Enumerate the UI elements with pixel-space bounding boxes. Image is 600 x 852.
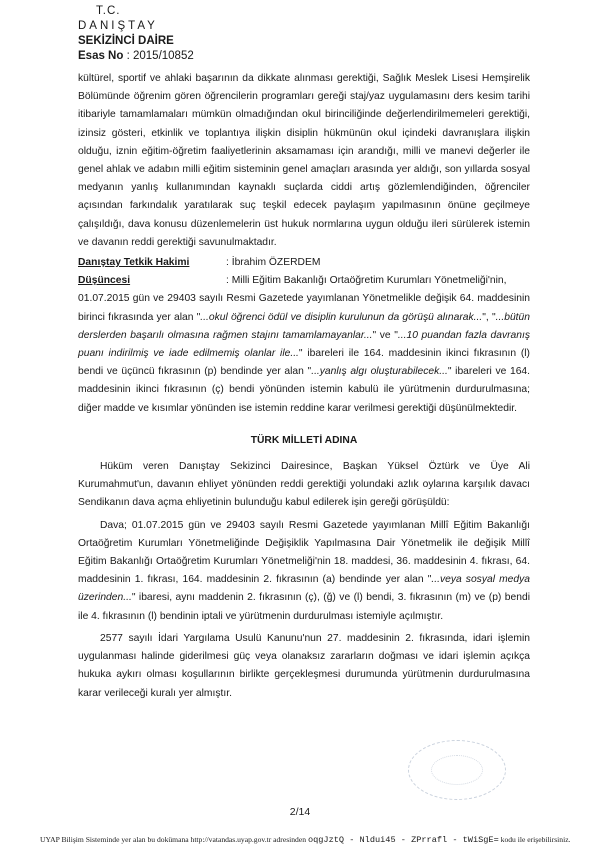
tetkik-hakimi-name: : İbrahim ÖZERDEM [226, 257, 321, 269]
dusunce-quote: ...okul öğrenci ödül ve disiplin kurulunun da görüşü alınarak... [200, 311, 483, 323]
tetkik-hakimi-label: Danıştay Tetkik Hakimi [78, 257, 190, 269]
dusunce-row [78, 272, 530, 290]
dusunce-segment: " ve " [372, 329, 398, 341]
defense-summary-paragraph: kültürel, sportif ve ahlaki başarının da dikkate alınması gerektiği, Sağlık Meslek Lisesi Hemşirelik Bölümünde öğrenim gören öğrencilerin programları gereği staj/yaz uygulamasını ders kesim tarihi itibariyle tamamlamaları mümkün olmadığından okul birinciliğinde değerlendirilmemeleri gerektiği, izinsiz gösteri, etkinlik ve toplantıya ilişkin disiplin hükmünün okul içindeki davranışlara ilişkin olduğu, iznin eğitim-öğretim faaliyetlerinin aksamaması için arandığı, milli ve manevi değerler ile genel ahlak ve adabın milli eğitim sisteminin genel amaçları arasında yer aldığı, son yıllarda sosyal medyanın yanlış kullanımından kaynaklı suçlarda ciddi artış gözlemlendiğinden, öğrenciler açısından farkındalık yaratılarak suç teşkil edecek paylaşım yapılmasının önüne geçilmeye çalışıldığı, dava konusu düzenlemelerin üst hukuk normlarına uygun olduğu ileri sürülerek istemin ve davanın reddi gerektiği savunulmaktadır. [78, 73, 530, 248]
header-chamber: SEKİZİNCİ DAİRE [78, 35, 174, 47]
dusunce-paragraph [78, 290, 530, 417]
dusunce-quote: ...10 puandan fazla davranış puanı indirilmiş ve iade edilmemiş olanlar ile... [78, 329, 530, 360]
header-court-name: DANIŞTAY [78, 20, 158, 32]
header-tc: T.C. [96, 5, 121, 17]
official-seal-stamp [408, 740, 506, 800]
case-number-value: : 2015/10852 [126, 50, 194, 62]
case-subject-paragraph [78, 517, 530, 626]
document-body [78, 70, 530, 703]
case-subject-segment: Dava; 01.07.2015 gün ve 29403 sayılı Resmi Gazetede yayımlanan Millî Eğitim Bakanlığı Ortaöğretim Kurumları Yönetmeliğinde Değişiklik Yapılmasına Dair Yönetmelik ile değişik Millî Eğitim Bakanlığı Ortaöğretim Kurumları Yönetmeliği'nin 18. maddesi, 36. maddesinin 4. fıkrası, 64. maddesinin 1. fıkrası, 164. maddesinin 2. fıkrasının (a) bendinde yer alan " [78, 519, 530, 586]
case-subject-segment: " ibaresi, aynı maddenin 2. fıkrasının (ç), (ğ) ve (l) bendi, 3. fıkrasının (m) ve (p) bendi ile 4. fıkrasının (l) bendinin iptali ve yürütmenin durdurulması istemiyle açılmıştır. [78, 592, 530, 622]
case-subject-quote: ...veya sosyal medya üzerinden... [78, 574, 530, 604]
page-number: 2/14 [289, 806, 311, 818]
case-number-label: Esas No [78, 50, 124, 62]
section-heading: TÜRK MİLLETİ ADINA [250, 434, 358, 446]
dusunce-segment: " ibareleri ile 164. maddesinin ikinci fıkrasının (l) bendi ve üçüncü fıkrasının (p) bendinde yer alan " [78, 348, 530, 378]
footer-text: UYAP Bilişim Sisteminde yer alan bu dokümana http://vatandas.uyap.gov.tr adresinden [40, 835, 307, 844]
dusunce-quote: ...bütün derslerden başarılı olmasına rağmen stajını tamamlamayanlar... [78, 311, 530, 341]
dusunce-first-line: : Milli Eğitim Bakanlığı Ortaöğretim Kurumları Yönetmeliği'nin, [226, 275, 507, 287]
footer-text-end: kodu ile erişebilirsiniz. [500, 835, 571, 844]
header-case-number [78, 49, 194, 64]
dusunce-segment: 01.07.2015 gün ve 29403 sayılı Resmi Gazetede yayımlanan Yönetmelikle değişik 64. maddesinin birinci fıkrasında yer alan " [78, 293, 530, 323]
judgment-intro-paragraph: Hüküm veren Danıştay Sekizinci Dairesince, Başkan Yüksel Öztürk ve Üye Ali Kurumahmut'un, davanın ehliyet yönünden reddi gerektiği yolundaki azlık oylarına karşılık davacı Sendikanın dava açma ehliyetinin bulunduğu kabul edilerek işin gereği görüşüldü: [78, 461, 530, 509]
dusunce-quote: ...yanlış algı oluşturabilecek... [311, 366, 448, 378]
legal-rule-paragraph: 2577 sayılı İdari Yargılama Usulü Kanunu'nun 27. maddesinin 2. fıkrasında, idari işlemin uygulanması halinde giderilmesi güç veya olanaksız zararların doğması ve idari işlemin açıkça hukuka aykırı olması koşullarının birlikte gerçekleşmesi durumunda yürütmenin durdurulmasına karar verileceği kuralı yer almıştır. [78, 632, 530, 699]
tetkik-hakimi-row [78, 254, 530, 272]
dusunce-segment: ", " [482, 311, 496, 323]
document-header [78, 4, 194, 64]
uyap-footer [40, 835, 600, 849]
dusunce-label: Düşüncesi [78, 275, 131, 287]
verification-code: oqgJztQ - Nldui45 - ZPrrafl - tWiSgE= [307, 835, 499, 845]
dusunce-segment: " ibareleri ve 164. maddesinin ikinci fıkrasının (ç) bendi yönünden istemin kabulü ile yürütmenin durdurulmasına; diğer madde ve kısımlar yönünden ise istemin reddine karar verilmesi gerektiği düşünülmektedir. [78, 366, 531, 414]
